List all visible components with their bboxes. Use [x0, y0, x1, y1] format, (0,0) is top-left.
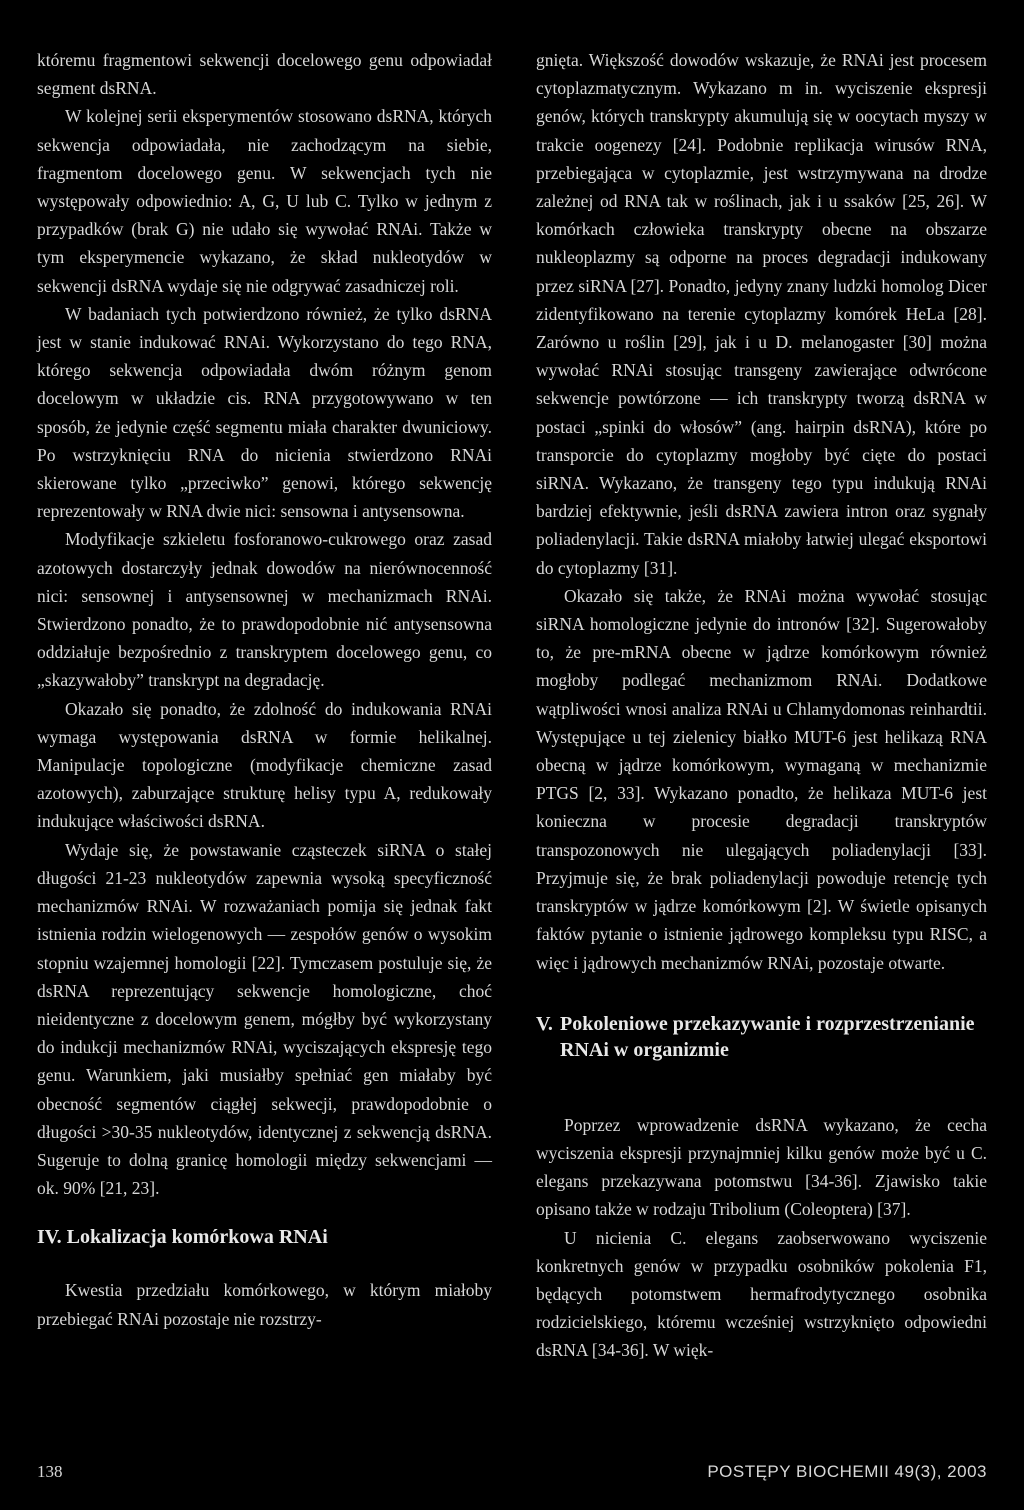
paragraph: któremu fragmentowi sekwencji docelowego genu odpowiadał segment dsRNA.	[37, 50, 492, 99]
paragraph: gnięta. Większość dowodów wskazuje, że RNAi jest procesem cytoplazmatycznym. Wykazano m in. wyciszenie ekspresji genów, których transkrypty akumulują się w oocytach myszy w trakcie oogenezy [24]. Podobnie replikacja wirusów RNA, przebiegająca w cytoplazmie, jest wstrzymywana na drodze zależnej od RNA tak w roślinach, jak i u ssaków [25, 26]. W komórkach człowieka transkrypty obecne na obszarze nukleoplazmy są odporne na proces degradacji indukowany przez siRNA [27]. Ponadto, jedyny znany ludzki homolog Dicer zidentyfikowano na terenie cytoplazmy komórek HeLa [28]. Zarówno u roślin [29], jak i u D. melanogaster [30] można wywołać RNAi stosując transgeny zawierające odwrócone sekwencje powtórzone — ich transkrypty tworzą dsRNA w postaci „spinki do włosów” (ang. hairpin dsRNA), które po transporcie do cytoplazmy mogłoby być cięte do postaci siRNA. Wykazano, że transgeny tego typu indukują RNAi bardziej efektywnie, jeśli dsRNA zawiera intron oraz sygnały poliadenylacji. Takie dsRNA miałoby łatwiej ulegać eksportowi do cytoplazmy [31].	[536, 50, 987, 578]
paragraph: Okazało się ponadto, że zdolność do indukowania RNAi wymaga występowania dsRNA w formie helikalnej. Manipulacje topologiczne (modyfikacje chemiczne zasad azotowych), zaburzające strukturę helisy typu A, redukowały indukujące właściwości dsRNA.	[37, 698, 492, 832]
paragraph: U nicienia C. elegans zaobserwowano wyciszenie konkretnych genów w przypadku osobników pokolenia F1, będących potomstwem hermafrodytycznego osobnika rodzicielskiego, któremu wcześniej wstrzyknięto odpowiedni dsRNA [34-36]. W więk-	[536, 1227, 987, 1361]
paragraph: Okazało się także, że RNAi można wywołać stosując siRNA homologiczne jedynie do intronów [32]. Sugerowałoby to, że pre-mRNA obecne w jądrze komórkowym również mogłoby podlegać mechanizmom RNAi. Dodatkowe wątpliwości wnosi analiza RNAi u Chlamydomonas reinhardtii. Występujące u tej zielenicy białko MUT-6 jest helikazą RNA obecną w jądrze komórkowym, wymaganą w mechanizmie PTGS [2, 33]. Wykazano ponadto, że helikaza MUT-6 jest konieczna w procesie degradacji transkryptów transpozonowych nie ulegających poliadenylacji [33]. Przyjmuje się, że brak poliadenylacji powoduje retencję tych transkryptów w jądrze komórkowym [2]. W świetle opisanych faktów pytanie o istnienie jądrowego kompleksu typu RISC, a więc i jądrowych mechanizmów RNAi, pozostaje otwarte.	[536, 585, 987, 973]
section-number: V.	[536, 1012, 553, 1035]
paragraph: Modyfikacje szkieletu fosforanowo-cukrowego oraz zasad azotowych dostarczyły jednak dowodów na nierównocenność nici: sensownej i antysensownej w mechanizmach RNAi. Stwierdzono ponadto, że to prawdopodobnie nić antysensowna oddziałuje bezpośrednio z transkryptem docelowego genu, co „skazywałoby” transkrypt na degradację.	[37, 529, 492, 691]
page-number: 138	[37, 1462, 63, 1481]
section-title: Pokoleniowe przekazywanie i rozprzestrzenianie RNAi w organizmie	[560, 1012, 975, 1061]
paragraph: Wydaje się, że powstawanie cząsteczek siRNA o stałej długości 21-23 nukleotydów zapewnia wysoką specyficzność mechanizmów RNAi. W rozważaniach pomija się jednak fakt istnienia rodzin wielogenowych — zespołów genów o wysokim stopniu wzajemnej homologii [22]. Tymczasem postuluje się, że dsRNA reprezentujący sekwencje homologiczne, choć nieidentyczne z docelowym genem, mógłby być wykorzystany do indukcji mechanizmów RNAi, wyciszających ekspresję tego genu. Warunkiem, jaki musiałby spełniać gen miałaby być obecność segmentów ciągłej sekwecji, prawdopodobnie o długości >30-35 nukleotydów, identycznej z sekwencją dsRNA. Sugeruje to dolną granicę homologii między sekwencjami — ok. 90% [21, 23].	[37, 839, 492, 1199]
paragraph: W kolejnej serii eksperymentów stosowano dsRNA, których sekwencja odpowiadała, nie zachodzącym na siebie, fragmentom docelowego genu. W sekwencjach tych nie występowały odpowiednio: A, G, U lub C. Tylko w jednym z przypadków (brak G) nie udało się wywołać RNAi. Także w tym eksperymencie wykazano, że skład nukleotydów w sekwencji dsRNA wydaje się nie odgrywać zasadniczej roli.	[37, 106, 492, 296]
journal-name: POSTĘPY BIOCHEMII 49(3), 2003	[707, 1462, 987, 1481]
left-column	[37, 46, 492, 1333]
right-column	[536, 46, 987, 1365]
paragraph: W badaniach tych potwierdzono również, że tylko dsRNA jest w stanie indukować RNAi. Wykorzystano do tego RNA, którego sekwencja odpowiadała dwóm różnym genom docelowym w układzie cis. RNA przygotowywano w ten sposób, że jedynie część segmentu miała charakter dwuniciowy. Po wstrzyknięciu RNA do nicienia stwierdzono RNAi skierowane tylko „przeciwko” genowi, którego sekwencję reprezentowały w RNA dwie nici: sensowna i antysensowna.	[37, 303, 492, 522]
paragraph: Kwestia przedziału komórkowego, w którym miałoby przebiegać RNAi pozostaje nie rozstrzy-	[37, 1280, 492, 1329]
section-heading: IV. Lokalizacja komórkowa RNAi	[37, 1226, 328, 1249]
paragraph: Poprzez wprowadzenie dsRNA wykazano, że cecha wyciszenia ekspresji przynajmniej kilku genów może być u C. elegans przekazywana potomstwu [34-36]. Zjawisko takie opisano także w rodzaju Tribolium (Coleoptera) [37].	[536, 1114, 987, 1220]
section-heading	[536, 1011, 987, 1063]
